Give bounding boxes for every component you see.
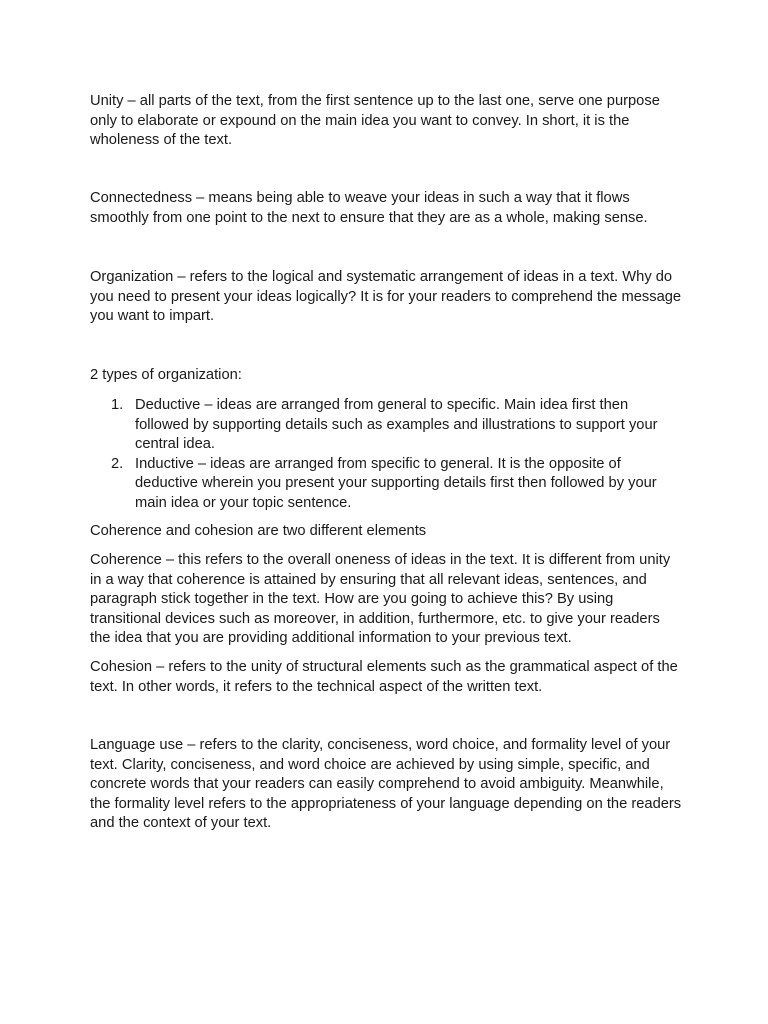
connectedness-paragraph: Connectedness – means being able to weave your ideas in such a way that it flows smoothly from one point to the next to ensure that they are as a whole, making sense. — [90, 190, 648, 226]
organization-paragraph: Organization – refers to the logical and systematic arrangement of ideas in a text. Why do you need to present your ideas logically? It is for your readers to comprehend the message you want to impart. — [90, 269, 682, 324]
list-item-text: Deductive – ideas are arranged from general to specific. Main idea first then followed by supporting details such as examples and illustrations to support your central idea. — [135, 397, 658, 452]
cohesion-paragraph: Cohesion – refers to the unity of structural elements such as the grammatical aspect of the text. In other words, it refers to the technical aspect of the written text. — [90, 659, 678, 695]
organization-types-list — [90, 396, 682, 513]
list-item-number: 1. — [111, 397, 124, 413]
list-item-number: 2. — [111, 455, 124, 472]
coherence-paragraph: Coherence – this refers to the overall oneness of ideas in the text. It is different from unity in a way that coherence is attained by ensuring that all relevant ideas, sentences, and paragraph stick together in the text. How are you going to achieve this? By using transitional devices such as moreover, in addition, furthermore, etc. to give your readers the idea that you are providing additional information to your previous text. — [90, 552, 671, 646]
list-item — [90, 455, 682, 514]
list-item-text: Inductive – ideas are arranged from specific to general. It is the opposite of deductive wherein you present your supporting details first then followed by your main idea or your topic sentence. — [135, 455, 657, 511]
language-use-paragraph: Language use – refers to the clarity, conciseness, word choice, and formality level of your text. Clarity, conciseness, and word choice are achieved by using simple, specific, and concrete words that your readers can easily comprehend to avoid ambiguity. Meanwhile, the formality level refers to the appropriateness of your language depending on the readers and the context of your text. — [90, 737, 682, 831]
coherence-cohesion-intro: Coherence and cohesion are two different elements — [90, 523, 427, 539]
organization-types-heading: 2 types of organization: — [90, 367, 242, 383]
unity-paragraph: Unity – all parts of the text, from the first sentence up to the last one, serve one purpose only to elaborate or expound on the main idea you want to convey. In short, it is the wholeness of the text. — [90, 93, 660, 148]
list-item — [90, 396, 682, 455]
